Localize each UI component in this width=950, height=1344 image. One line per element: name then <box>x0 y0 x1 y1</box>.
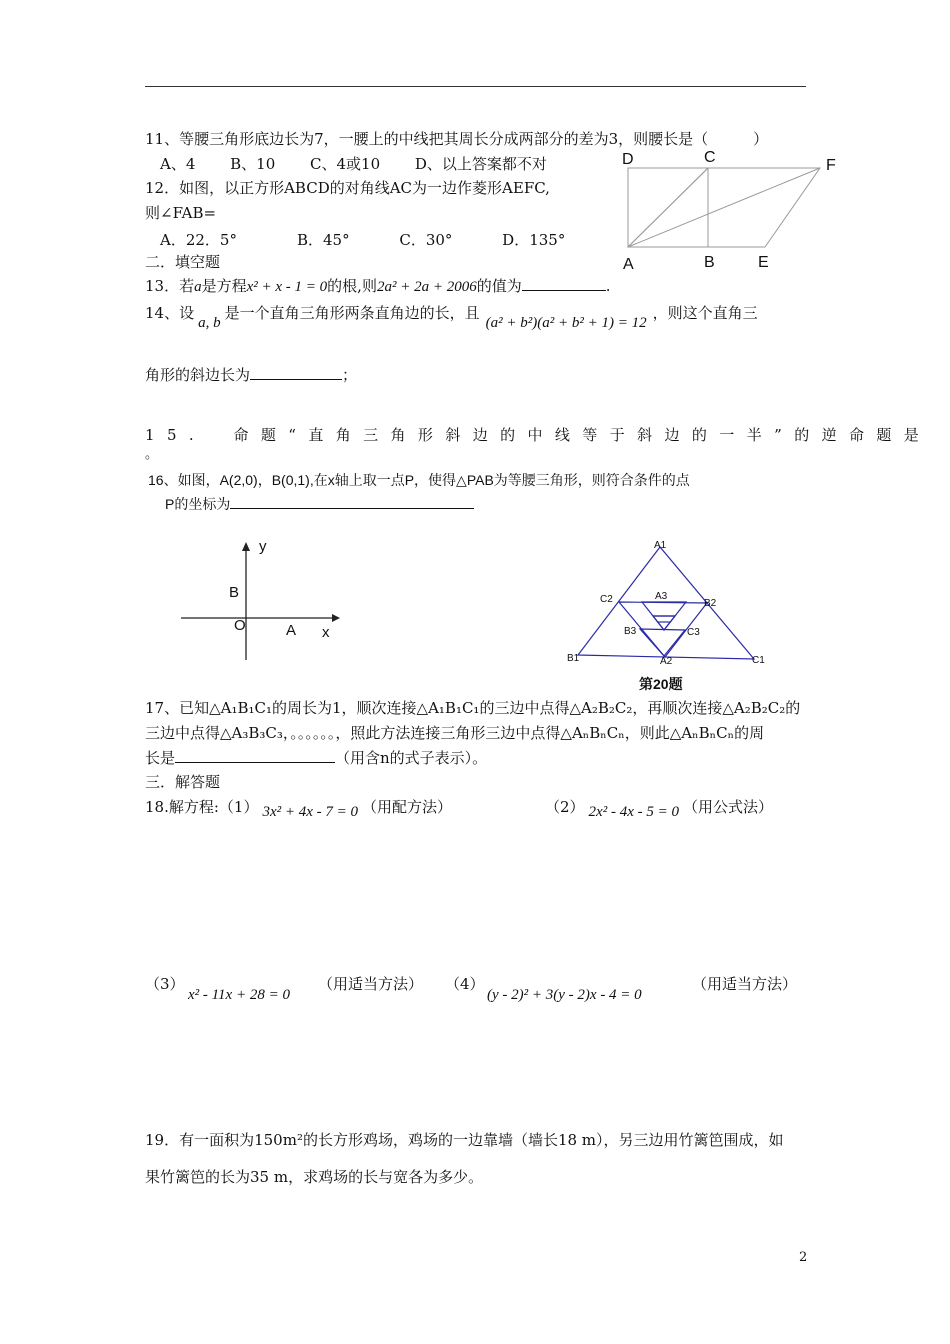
q13-line <box>145 275 611 296</box>
q18-part2 <box>545 796 773 820</box>
q14-equation: (a² + b²)(a² + b² + 1) = 12 <box>485 315 647 331</box>
q18-label2: （2） <box>545 798 585 816</box>
axis-x-label: x <box>322 624 330 641</box>
q13-mid: 是方程 <box>201 277 247 295</box>
label-C: C <box>704 149 716 166</box>
label-B2: B2 <box>704 598 717 609</box>
q14-vars: a, b <box>198 315 221 331</box>
q13-equation: x² + x - 1 = 0 <box>246 279 328 295</box>
q15-end: 。 <box>145 447 159 462</box>
origin-O-label: O <box>234 617 246 634</box>
q12-text: 12．如图，以正方形ABCD的对角线AC为一边作菱形AEFC, <box>145 179 550 197</box>
q19-line1: 19．有一面积为150m²的长方形鸡场，鸡场的一边靠墙（墙长18 m），另三边用竹篱笆围成，如 <box>145 1131 784 1149</box>
label-A2: A2 <box>660 656 673 667</box>
q18-line1 <box>145 796 453 820</box>
q13-answer-blank[interactable] <box>522 276 606 291</box>
q16-line2 <box>165 494 474 514</box>
q13-var: a <box>194 279 202 295</box>
q13-prefix: 13．若 <box>145 277 195 295</box>
section3-title: 三．解答题 <box>145 773 221 791</box>
label-D: D <box>622 151 634 168</box>
q17-line3-prefix: 长是 <box>145 749 176 767</box>
q16-text: 16、如图，A(2,0)，B(0,1),在x轴上取一点P，使得△PAB为等腰三角形，则符合条件的点 <box>148 472 690 488</box>
label-A1: A1 <box>654 540 667 551</box>
q18-method1: （用配方法） <box>362 798 453 816</box>
q18-label3: （3） <box>145 975 185 993</box>
q16-answer-blank[interactable] <box>230 494 474 509</box>
point-A-label: A <box>286 622 297 639</box>
q18-eq3: x² - 11x + 28 = 0 <box>188 987 290 1003</box>
q16-figure <box>178 538 348 663</box>
q12-text2: 则∠FAB= <box>145 204 217 222</box>
label-B1: B1 <box>567 653 580 664</box>
q18-method2: （用公式法） <box>682 798 773 816</box>
q14-mid: 是一个直角三角形两条直角边的长，且 <box>224 304 480 322</box>
figure-caption: 第20题 <box>639 676 683 692</box>
q14-suffix: ，则这个直角三 <box>652 304 758 322</box>
label-F: F <box>826 157 836 174</box>
q20-figure <box>562 536 782 696</box>
point-B-label: B <box>229 584 240 601</box>
q13-expr: 2a² + 2a + 2006 <box>376 279 477 295</box>
q11-options: A、4 B、10 C、4或10 D、以上答案都不对 <box>160 155 547 173</box>
q18-prefix: 18.解方程:（1） <box>145 798 259 816</box>
q17-line3-suffix: （用含n的式子表示）。 <box>335 749 488 767</box>
label-C3: C3 <box>687 627 700 638</box>
section2-title: 二．填空题 <box>145 253 221 271</box>
label-C1: C1 <box>752 655 765 666</box>
label-A: A <box>623 256 634 273</box>
q18-method3: （用适当方法） <box>318 975 424 993</box>
q14-line2-text: 角形的斜边长为 <box>145 366 251 384</box>
q18-eq4: (y - 2)² + 3(y - 2)x - 4 = 0 <box>487 987 642 1003</box>
q13-end: . <box>605 277 611 295</box>
q16-line2-text: P的坐标为 <box>165 496 231 512</box>
q14-answer-blank[interactable] <box>250 365 342 380</box>
q18-label4: （4） <box>445 975 485 993</box>
q12-options: A．22．5° B．45° C．30° D．135° <box>160 231 566 249</box>
label-C2: C2 <box>600 594 613 605</box>
header-rule <box>145 86 806 87</box>
label-B: B <box>704 254 715 271</box>
q14-prefix: 14、设 <box>145 304 195 322</box>
q18-method4: （用适当方法） <box>692 975 798 993</box>
label-E: E <box>758 254 769 271</box>
q17-answer-blank[interactable] <box>175 748 335 763</box>
q15-text: 15. 命题“直角三角形斜边的中线等于斜边的一半”的逆命题是 <box>145 426 932 444</box>
page-number: 2 <box>799 1250 808 1265</box>
q11-text: 11、等腰三角形底边长为7，一腰上的中线把其周长分成两部分的差为3，则腰长是（ ） <box>145 130 769 148</box>
q12-figure <box>615 145 845 275</box>
q18-eq1: 3x² + 4x - 7 = 0 <box>262 804 359 820</box>
q14-end: ； <box>342 366 358 384</box>
label-B3: B3 <box>624 626 637 637</box>
q17-line3 <box>145 747 487 768</box>
q17-line1: 17、已知△A₁B₁C₁的周长为1，顺次连接△A₁B₁C₁的三边中点得△A₂B₂C₂，再顺次连接△A₂B₂C₂的 <box>145 699 801 717</box>
q18-eq2: 2x² - 4x - 5 = 0 <box>588 804 679 820</box>
q13-mid2: 的根,则 <box>327 277 377 295</box>
q17-line2: 三边中点得△A₃B₃C₃，。。。。。。，照此方法连接三角形三边中点得△AₙBₙCₙ，则此△AₙBₙCₙ的周 <box>145 724 765 742</box>
q13-suffix: 的值为 <box>476 277 522 295</box>
axis-y-label: y <box>259 538 267 555</box>
q14-line <box>145 302 758 331</box>
q19-line2: 果竹篱笆的长为35 m，求鸡场的长与宽各为多少。 <box>145 1168 484 1186</box>
label-A3: A3 <box>655 591 668 602</box>
q14-line2 <box>145 364 357 385</box>
